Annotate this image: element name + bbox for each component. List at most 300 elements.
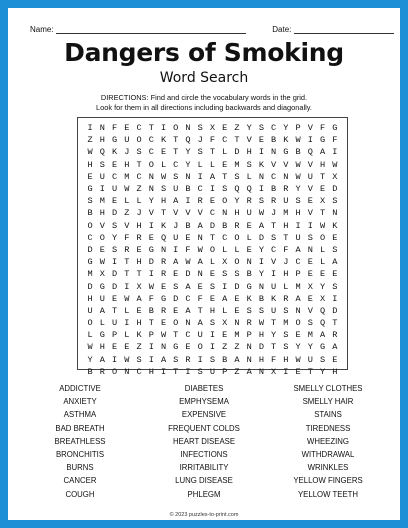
grid-letter[interactable]: W [197,244,203,255]
grid-letter[interactable]: D [258,232,264,243]
grid-letter[interactable]: M [87,269,93,280]
grid-letter[interactable]: M [307,330,313,341]
grid-letter[interactable]: N [332,208,338,219]
grid-letter[interactable]: W [295,159,301,170]
grid-letter[interactable]: O [209,244,216,255]
grid-letter[interactable]: H [258,330,264,341]
grid-letter[interactable]: L [209,257,216,268]
grid-letter[interactable]: A [295,293,301,304]
grid-letter[interactable]: V [307,123,313,134]
grid-letter[interactable]: E [234,293,240,304]
grid-letter[interactable]: E [173,305,179,316]
grid-letter[interactable]: V [307,305,313,316]
grid-letter[interactable]: S [283,330,289,341]
grid-letter[interactable]: X [222,318,228,329]
grid-letter[interactable]: T [136,159,142,170]
grid-letter[interactable]: S [222,184,228,195]
grid-letter[interactable]: N [246,354,252,365]
grid-letter[interactable]: I [307,135,313,146]
grid-letter[interactable]: L [197,159,203,170]
grid-letter[interactable]: R [185,354,191,365]
grid-letter[interactable]: L [209,159,216,170]
grid-letter[interactable]: G [332,123,338,134]
grid-letter[interactable]: U [173,232,179,243]
grid-letter[interactable]: L [136,196,142,207]
grid-letter[interactable]: E [209,293,216,304]
grid-letter[interactable]: U [246,208,252,219]
grid-letter[interactable]: K [160,135,167,146]
grid-letter[interactable]: D [185,269,191,280]
grid-letter[interactable]: G [148,244,154,255]
grid-letter[interactable]: C [271,244,277,255]
grid-letter[interactable]: E [307,293,313,304]
grid-letter[interactable]: T [124,257,130,268]
grid-letter[interactable]: I [332,147,338,158]
grid-letter[interactable]: W [185,257,191,268]
grid-letter[interactable]: B [271,135,277,146]
grid-letter[interactable]: T [173,366,179,377]
grid-letter[interactable]: W [295,135,301,146]
grid-letter[interactable]: E [185,232,191,243]
grid-letter[interactable]: C [197,184,203,195]
grid-letter[interactable]: B [222,354,228,365]
grid-letter[interactable]: V [283,159,289,170]
grid-letter[interactable]: I [283,366,289,377]
grid-letter[interactable]: S [99,159,105,170]
grid-letter[interactable]: E [246,220,252,231]
grid-letter[interactable]: W [87,147,93,158]
grid-letter[interactable]: Y [234,196,240,207]
grid-letter[interactable]: S [283,305,289,316]
grid-letter[interactable]: S [332,196,338,207]
grid-letter[interactable]: S [209,281,216,292]
grid-letter[interactable]: I [99,184,105,195]
grid-letter[interactable]: C [136,366,142,377]
grid-letter[interactable]: P [148,330,154,341]
grid-letter[interactable]: E [112,293,118,304]
grid-letter[interactable]: W [295,354,301,365]
grid-letter[interactable]: Q [246,184,252,195]
grid-letter[interactable]: Y [148,196,154,207]
grid-letter[interactable]: U [209,366,216,377]
grid-letter[interactable]: Q [319,318,326,329]
grid-letter[interactable]: V [271,257,277,268]
grid-letter[interactable]: T [319,208,326,219]
grid-letter[interactable]: N [124,366,130,377]
grid-letter[interactable]: G [319,135,326,146]
grid-letter[interactable]: V [173,208,179,219]
grid-letter[interactable]: I [148,354,154,365]
grid-letter[interactable]: E [307,257,313,268]
grid-letter[interactable]: S [136,354,142,365]
grid-letter[interactable]: Q [160,232,167,243]
grid-letter[interactable]: G [87,257,93,268]
grid-letter[interactable]: H [99,208,105,219]
grid-letter[interactable]: K [283,135,289,146]
grid-letter[interactable]: I [271,269,277,280]
grid-letter[interactable]: S [197,366,203,377]
grid-letter[interactable]: E [136,244,142,255]
grid-letter[interactable]: I [332,293,338,304]
grid-letter[interactable]: N [246,342,252,353]
grid-letter[interactable]: K [246,293,252,304]
grid-letter[interactable]: B [295,147,301,158]
grid-letter[interactable]: U [307,354,313,365]
grid-letter[interactable]: R [332,330,338,341]
grid-letter[interactable]: D [112,208,118,219]
grid-letter[interactable]: F [332,135,338,146]
grid-letter[interactable]: T [136,269,142,280]
grid-letter[interactable]: H [160,196,167,207]
grid-letter[interactable]: N [258,366,264,377]
grid-letter[interactable]: A [173,196,179,207]
grid-letter[interactable]: T [209,232,216,243]
grid-letter[interactable]: Z [136,342,142,353]
grid-letter[interactable]: N [295,305,301,316]
grid-letter[interactable]: A [258,220,264,231]
grid-letter[interactable]: D [234,147,240,158]
grid-letter[interactable]: A [319,147,326,158]
grid-letter[interactable]: N [258,281,264,292]
grid-letter[interactable]: R [160,269,167,280]
grid-letter[interactable]: A [332,342,338,353]
grid-letter[interactable]: I [258,257,264,268]
grid-letter[interactable]: E [185,342,191,353]
grid-letter[interactable]: S [197,123,203,134]
grid-letter[interactable]: N [197,269,203,280]
grid-letter[interactable]: G [160,293,167,304]
grid-letter[interactable]: E [222,159,228,170]
grid-letter[interactable]: G [112,135,118,146]
grid-letter[interactable]: H [136,257,142,268]
grid-letter[interactable]: T [234,135,240,146]
grid-letter[interactable]: L [160,159,167,170]
grid-letter[interactable]: U [271,281,277,292]
grid-letter[interactable]: E [99,244,105,255]
grid-letter[interactable]: O [136,135,142,146]
grid-letter[interactable]: M [283,318,289,329]
grid-letter[interactable]: I [258,184,264,195]
grid-letter[interactable]: H [283,354,289,365]
grid-letter[interactable]: O [295,318,301,329]
grid-letter[interactable]: E [222,123,228,134]
grid-letter[interactable]: E [112,342,118,353]
grid-letter[interactable]: X [332,171,338,182]
grid-letter[interactable]: R [246,318,252,329]
grid-letter[interactable]: P [222,366,228,377]
grid-letter[interactable]: S [136,147,142,158]
grid-letter[interactable]: E [307,196,313,207]
grid-letter[interactable]: E [332,354,338,365]
grid-letter[interactable]: C [185,293,191,304]
grid-letter[interactable]: J [197,135,203,146]
grid-letter[interactable]: M [234,330,240,341]
grid-letter[interactable]: S [295,196,301,207]
grid-letter[interactable]: V [148,208,154,219]
grid-letter[interactable]: F [197,293,203,304]
grid-letter[interactable]: B [258,293,264,304]
grid-letter[interactable]: H [136,220,142,231]
grid-letter[interactable]: W [160,171,167,182]
grid-letter[interactable]: X [319,293,326,304]
grid-letter[interactable]: I [209,330,216,341]
grid-letter[interactable]: H [87,293,93,304]
grid-letter[interactable]: W [258,208,264,219]
grid-letter[interactable]: I [148,342,154,353]
grid-letter[interactable]: P [295,123,301,134]
grid-letter[interactable]: Y [295,342,301,353]
grid-letter[interactable]: S [209,318,216,329]
grid-letter[interactable]: S [173,354,179,365]
grid-letter[interactable]: H [283,269,289,280]
grid-letter[interactable]: C [136,123,142,134]
grid-letter[interactable]: H [148,366,154,377]
grid-letter[interactable]: S [258,305,264,316]
grid-letter[interactable]: X [307,281,313,292]
grid-letter[interactable]: U [271,305,277,316]
grid-letter[interactable]: D [148,257,154,268]
grid-letter[interactable]: R [246,196,252,207]
grid-letter[interactable]: Y [185,147,191,158]
grid-letter[interactable]: D [173,293,179,304]
grid-letter[interactable]: X [319,196,326,207]
grid-letter[interactable]: H [246,147,252,158]
grid-letter[interactable]: G [283,147,289,158]
grid-letter[interactable]: A [246,366,252,377]
grid-letter[interactable]: S [258,196,264,207]
grid-letter[interactable]: B [87,366,93,377]
grid-letter[interactable]: H [258,354,264,365]
grid-letter[interactable]: N [197,232,203,243]
grid-letter[interactable]: H [209,305,216,316]
grid-letter[interactable]: W [148,281,154,292]
grid-letter[interactable]: O [99,232,105,243]
grid-letter[interactable]: I [87,123,93,134]
grid-letter[interactable]: Z [87,135,93,146]
grid-letter[interactable]: D [112,269,118,280]
grid-letter[interactable]: T [173,330,179,341]
grid-letter[interactable]: U [197,330,203,341]
grid-letter[interactable]: D [112,281,118,292]
grid-letter[interactable]: X [222,257,228,268]
grid-letter[interactable]: T [148,123,154,134]
grid-letter[interactable]: A [197,318,203,329]
grid-letter[interactable]: O [222,196,228,207]
grid-letter[interactable]: K [271,293,277,304]
grid-letter[interactable]: E [307,269,313,280]
grid-letter[interactable]: V [197,208,203,219]
grid-letter[interactable]: Y [87,354,93,365]
grid-letter[interactable]: S [112,244,118,255]
grid-letter[interactable]: H [87,159,93,170]
grid-letter[interactable]: C [271,171,277,182]
grid-letter[interactable]: X [99,269,105,280]
grid-letter[interactable]: D [209,220,216,231]
grid-letter[interactable]: E [332,269,338,280]
grid-letter[interactable]: C [112,171,118,182]
grid-letter[interactable]: D [87,244,93,255]
grid-letter[interactable]: I [148,269,154,280]
grid-letter[interactable]: L [99,318,105,329]
grid-letter[interactable]: G [319,342,326,353]
grid-letter[interactable]: B [185,184,191,195]
grid-letter[interactable]: C [295,257,301,268]
grid-letter[interactable]: B [271,184,277,195]
grid-letter[interactable]: R [271,196,277,207]
grid-letter[interactable]: H [99,135,105,146]
grid-letter[interactable]: B [222,220,228,231]
grid-letter[interactable]: V [185,208,191,219]
grid-letter[interactable]: T [222,171,228,182]
grid-letter[interactable]: D [332,184,338,195]
grid-letter[interactable]: B [246,269,252,280]
grid-letter[interactable]: N [99,123,105,134]
grid-letter[interactable]: R [160,305,167,316]
grid-letter[interactable]: E [124,342,130,353]
grid-letter[interactable]: B [185,220,191,231]
name-field[interactable] [56,26,246,34]
grid-letter[interactable]: N [222,208,228,219]
grid-letter[interactable]: E [160,281,167,292]
grid-letter[interactable]: K [160,220,167,231]
grid-letter[interactable]: M [99,196,105,207]
grid-letter[interactable]: K [258,159,264,170]
grid-letter[interactable]: S [197,147,203,158]
grid-letter[interactable]: T [112,305,118,316]
grid-letter[interactable]: H [99,342,105,353]
grid-letter[interactable]: U [124,135,130,146]
grid-letter[interactable]: M [295,281,301,292]
grid-letter[interactable]: Z [124,208,130,219]
grid-letter[interactable]: V [307,208,313,219]
grid-letter[interactable]: I [307,220,313,231]
grid-letter[interactable]: E [112,159,118,170]
grid-letter[interactable]: Y [319,281,326,292]
grid-letter[interactable]: S [160,184,167,195]
grid-letter[interactable]: V [307,159,313,170]
grid-letter[interactable]: S [209,354,216,365]
grid-letter[interactable]: Y [283,123,289,134]
grid-letter[interactable]: W [332,159,338,170]
grid-letter[interactable]: E [332,232,338,243]
grid-letter[interactable]: W [124,293,130,304]
grid-letter[interactable]: C [87,232,93,243]
grid-letter[interactable]: H [332,366,338,377]
grid-letter[interactable]: U [112,318,118,329]
grid-letter[interactable]: N [160,244,167,255]
grid-letter[interactable]: N [148,171,154,182]
grid-letter[interactable]: A [173,257,179,268]
grid-letter[interactable]: N [246,257,252,268]
grid-letter[interactable]: O [87,220,93,231]
grid-letter[interactable]: S [332,244,338,255]
grid-letter[interactable]: J [283,257,289,268]
grid-letter[interactable]: E [87,171,93,182]
grid-letter[interactable]: U [295,232,301,243]
grid-letter[interactable]: G [87,184,93,195]
grid-letter[interactable]: O [197,342,203,353]
grid-letter[interactable]: X [271,366,277,377]
grid-letter[interactable]: G [173,342,179,353]
grid-letter[interactable]: J [173,220,179,231]
grid-letter[interactable]: T [148,318,154,329]
grid-letter[interactable]: R [160,257,167,268]
grid-letter[interactable]: C [173,159,179,170]
grid-letter[interactable]: E [124,123,130,134]
grid-letter[interactable]: I [112,257,118,268]
grid-letter[interactable]: R [197,196,203,207]
grid-letter[interactable]: Q [319,305,326,316]
grid-letter[interactable]: I [197,171,203,182]
grid-letter[interactable]: A [99,354,105,365]
grid-letter[interactable]: L [319,257,326,268]
grid-letter[interactable]: S [307,232,313,243]
grid-letter[interactable]: V [124,220,130,231]
grid-letter[interactable]: Z [222,342,228,353]
grid-letter[interactable]: Y [112,232,118,243]
grid-letter[interactable]: F [271,354,277,365]
grid-letter[interactable]: E [112,196,118,207]
grid-letter[interactable]: L [124,330,130,341]
grid-letter[interactable]: U [283,196,289,207]
grid-letter[interactable]: H [283,220,289,231]
grid-letter[interactable]: F [148,293,154,304]
grid-letter[interactable]: A [209,171,216,182]
grid-letter[interactable]: W [124,184,130,195]
grid-letter[interactable]: N [234,318,240,329]
grid-letter[interactable]: N [185,123,191,134]
grid-letter[interactable]: O [112,366,118,377]
grid-letter[interactable]: O [87,318,93,329]
grid-letter[interactable]: I [222,281,228,292]
grid-letter[interactable]: B [148,305,154,316]
grid-letter[interactable]: T [271,220,277,231]
grid-letter[interactable]: N [307,244,313,255]
grid-letter[interactable]: J [271,208,277,219]
grid-letter[interactable]: Z [234,342,240,353]
grid-letter[interactable]: L [246,171,252,182]
grid-letter[interactable]: S [246,305,252,316]
grid-letter[interactable]: C [148,135,154,146]
grid-letter[interactable]: A [136,293,142,304]
grid-letter[interactable]: L [234,244,240,255]
grid-letter[interactable]: E [197,281,203,292]
grid-letter[interactable]: A [234,354,240,365]
grid-letter[interactable]: J [136,208,142,219]
grid-letter[interactable]: O [319,232,326,243]
grid-letter[interactable]: E [136,305,142,316]
grid-letter[interactable]: A [197,220,203,231]
grid-letter[interactable]: T [332,318,338,329]
grid-letter[interactable]: T [197,305,203,316]
grid-letter[interactable]: U [99,293,105,304]
grid-letter[interactable]: D [332,305,338,316]
grid-letter[interactable]: I [173,244,179,255]
grid-letter[interactable]: Q [99,147,105,158]
grid-letter[interactable]: H [136,318,142,329]
grid-letter[interactable]: M [234,159,240,170]
grid-letter[interactable]: E [246,244,252,255]
grid-letter[interactable]: X [136,281,142,292]
grid-letter[interactable]: G [246,281,252,292]
grid-letter[interactable]: S [283,342,289,353]
grid-letter[interactable]: Y [258,244,264,255]
grid-letter[interactable]: I [185,366,191,377]
grid-letter[interactable]: A [185,281,191,292]
grid-letter[interactable]: F [112,123,118,134]
grid-letter[interactable]: I [209,184,216,195]
grid-letter[interactable]: U [173,184,179,195]
